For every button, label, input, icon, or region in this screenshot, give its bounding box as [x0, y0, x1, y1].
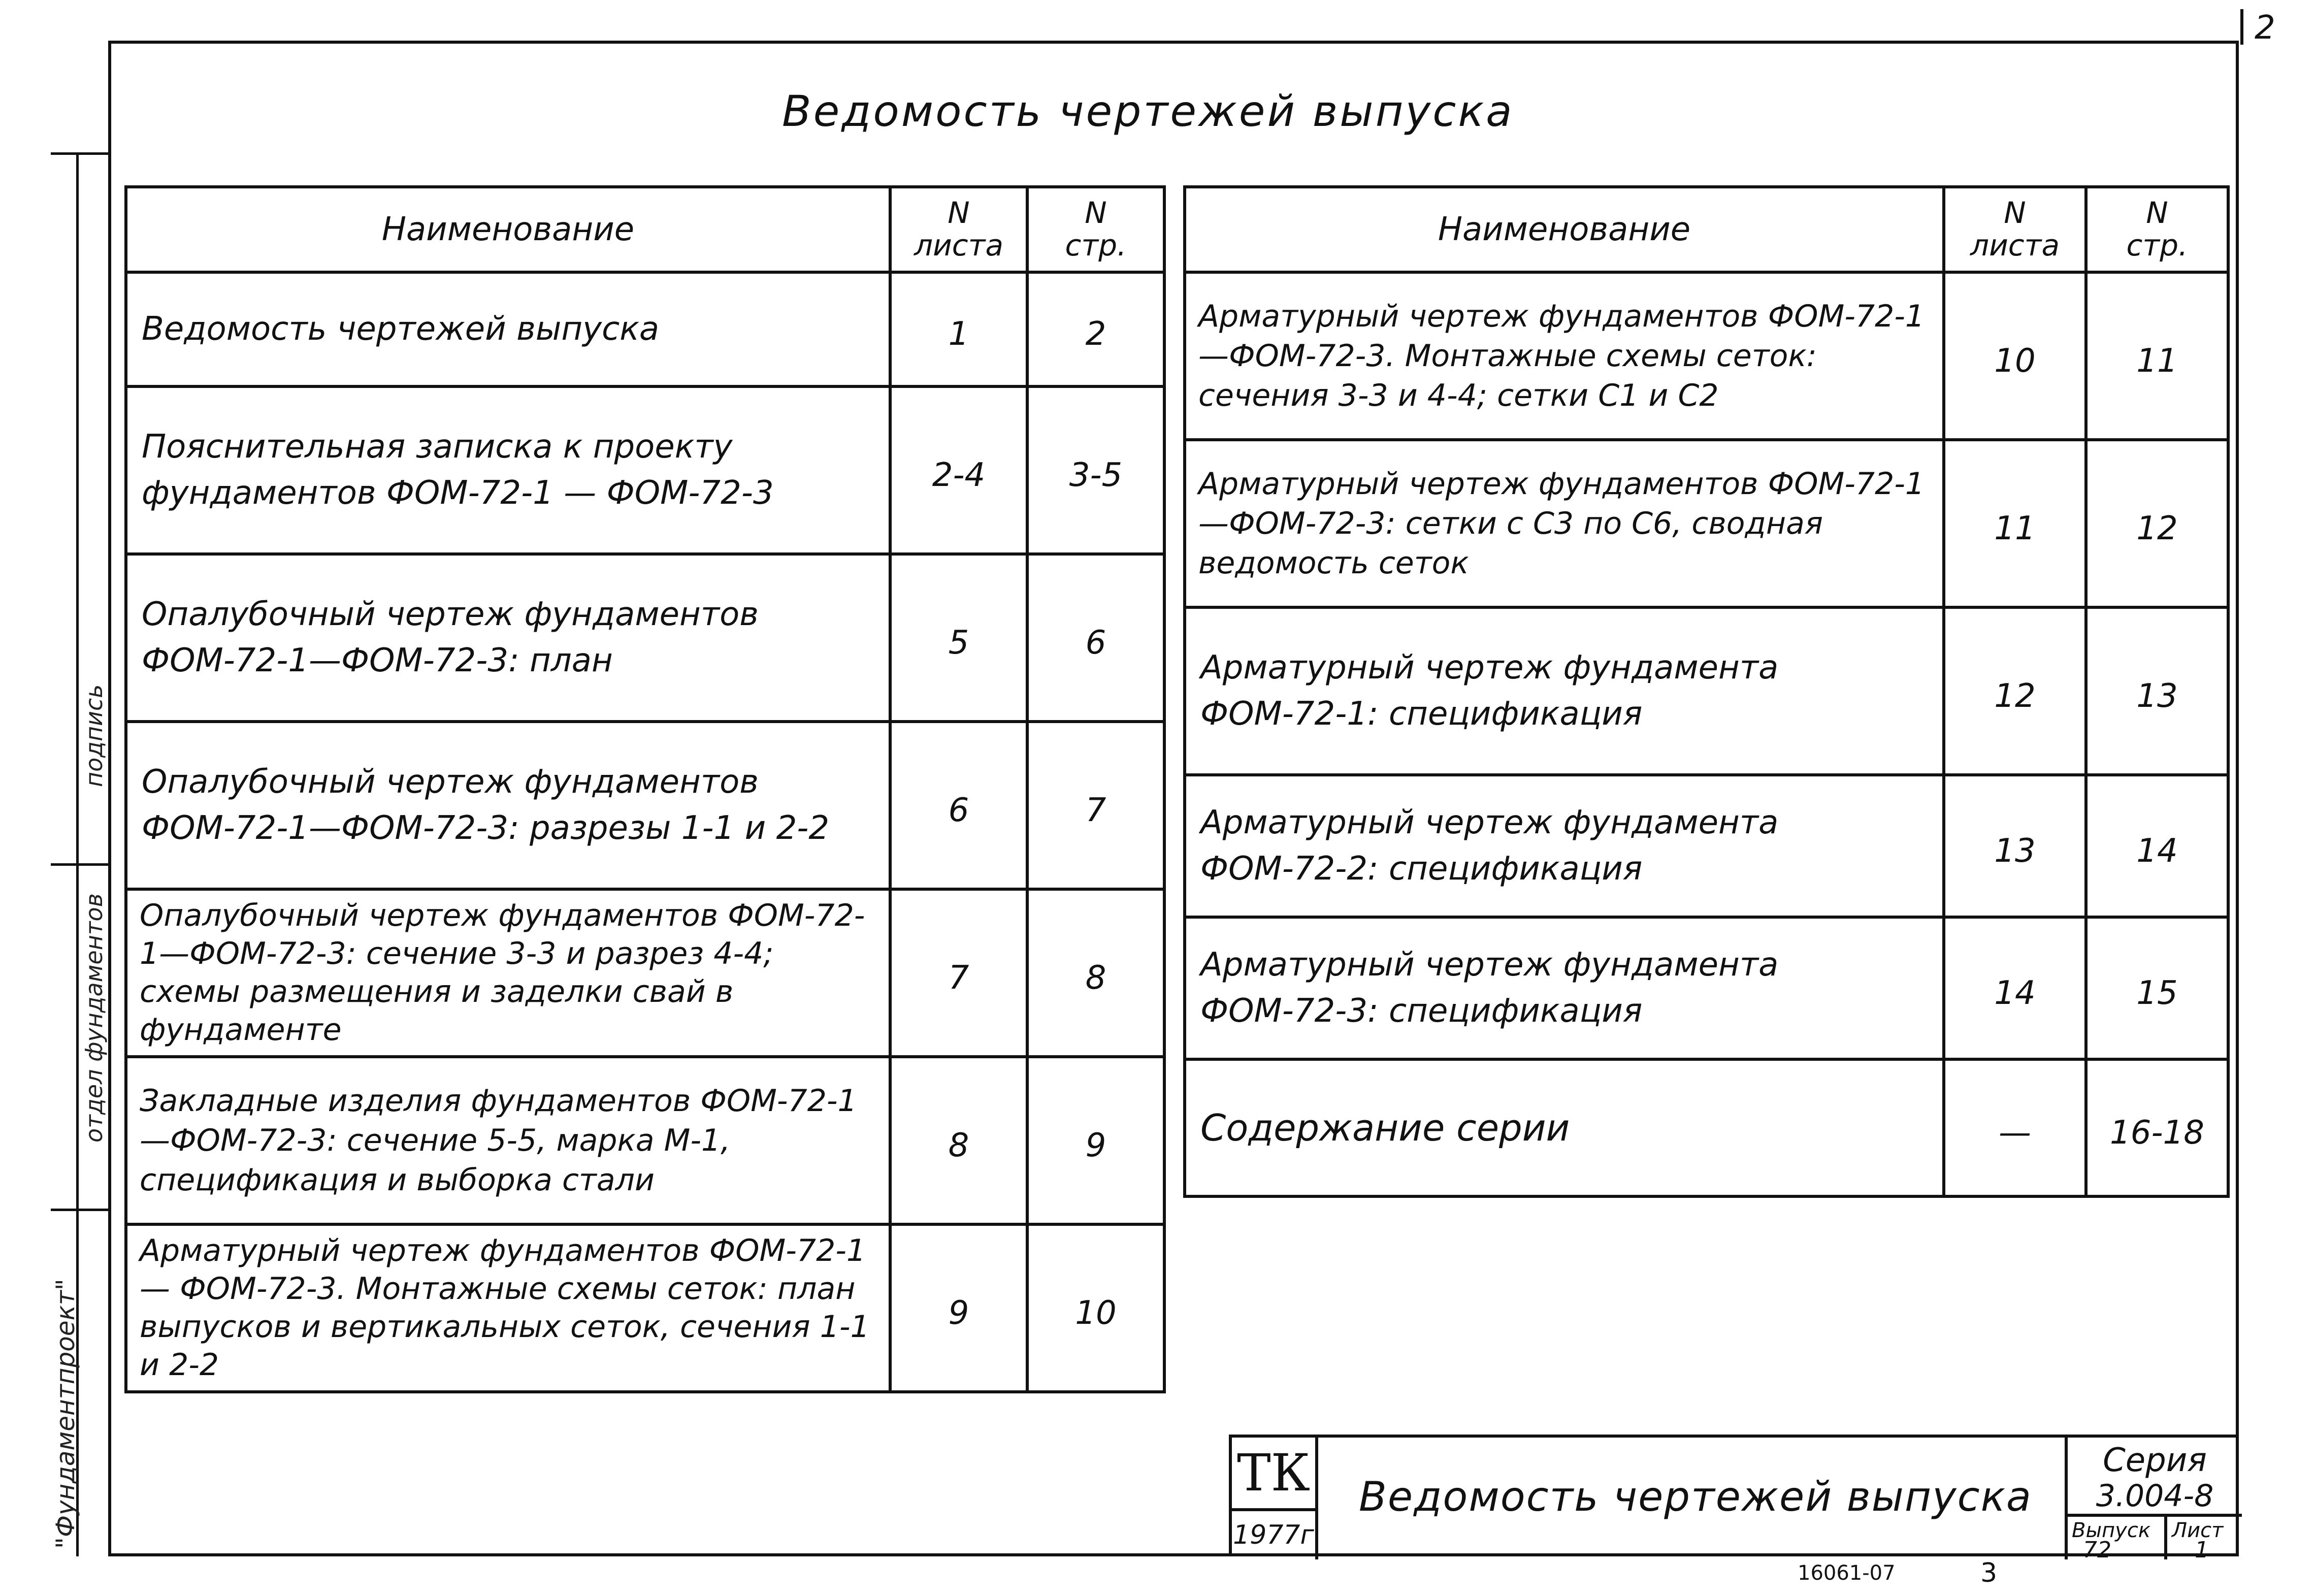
row-page: 6 [1027, 554, 1164, 722]
table-row [126, 722, 1164, 889]
table-row [1185, 917, 2228, 1059]
row-name: Опалубочный чертеж фундаментов ФОМ-72-1—ФОМ-72-3: сечение 3-3 и разрез 4-4; схемы размещения и заделки свай в фундаменте [126, 889, 890, 1057]
strip-divider [51, 863, 108, 866]
signature-vertical: подпись [80, 684, 108, 787]
table-row [126, 889, 1164, 1057]
footer-page-number: 3 [1980, 1558, 1998, 1588]
row-sheet: 2-4 [890, 386, 1027, 554]
series-number: 3.004-8 [2096, 1478, 2214, 1514]
row-sheet: 5 [890, 554, 1027, 722]
left-margin-strip [76, 152, 108, 1556]
table-row [1185, 607, 2228, 775]
table-row [126, 1224, 1164, 1392]
row-name: Пояснительная записка к проекту фундаментов ФОМ-72-1 — ФОМ-72-3 [126, 386, 890, 554]
row-sheet: 8 [890, 1057, 1027, 1224]
row-page: 16-18 [2086, 1059, 2228, 1196]
org-name-vertical: "Фундаментпроект" [51, 1279, 80, 1549]
series-label: Серия [2103, 1442, 2207, 1479]
header-page-no: N стр. [1027, 187, 1164, 272]
left-drawings-table [124, 185, 1166, 1393]
corner-page-number: 2 [2240, 9, 2301, 45]
row-name: Ведомость чертежей выпуска [126, 272, 890, 386]
row-sheet: 9 [890, 1224, 1027, 1392]
row-page: 14 [2086, 775, 2228, 917]
table-row [1185, 775, 2228, 917]
title-block-stamp [1229, 1435, 2239, 1563]
row-name: Содержание серии [1185, 1059, 1944, 1196]
row-sheet: 12 [1944, 607, 2086, 775]
row-page: 13 [2086, 607, 2228, 775]
row-page: 15 [2086, 917, 2228, 1059]
table-row [1185, 440, 2228, 607]
row-sheet: 14 [1944, 917, 2086, 1059]
header-sheet-no: N листа [890, 187, 1027, 272]
table-row [1185, 1059, 2228, 1196]
row-page: 7 [1027, 722, 1164, 889]
row-page: 11 [2086, 272, 2228, 440]
row-page: 3-5 [1027, 386, 1164, 554]
row-name: Арматурный чертеж фундамента ФОМ-72-1: спецификация [1185, 607, 1944, 775]
stamp-year: 1977г [1232, 1511, 1318, 1559]
sheet-label: Лист [2172, 1519, 2224, 1542]
issue-divider [2164, 1517, 2167, 1559]
header-name: Наименование [1185, 187, 1944, 272]
row-page: 8 [1027, 889, 1164, 1057]
row-sheet: 1 [890, 272, 1027, 386]
row-name: Закладные изделия фундаментов ФОМ-72-1—ФОМ-72-3: сечение 5-5, марка М-1, спецификация и выборка стали [126, 1057, 890, 1224]
tk-logo: ТК [1232, 1438, 1318, 1511]
table-header-row [126, 187, 1164, 272]
table-row [126, 386, 1164, 554]
table-header-row [1185, 187, 2228, 272]
stamp-title: Ведомость чертежей выпуска [1359, 1473, 2032, 1520]
issue-label: Выпуск [2072, 1519, 2150, 1542]
row-sheet: 7 [890, 889, 1027, 1057]
row-page: 10 [1027, 1224, 1164, 1392]
row-sheet: 10 [1944, 272, 2086, 440]
header-page-no: N стр. [2086, 187, 2228, 272]
header-sheet-no: N листа [1944, 187, 2086, 272]
issue-value: 72 [2083, 1537, 2111, 1563]
row-name: Арматурный чертеж фундаментов ФОМ-72-1—ФОМ-72-3: сетки с С3 по С6, сводная ведомость сеток [1185, 440, 1944, 607]
row-page: 9 [1027, 1057, 1164, 1224]
series-divider [2068, 1514, 2242, 1517]
row-name: Арматурный чертеж фундаментов ФОМ-72-1 — ФОМ-72-3. Монтажные схемы сеток: план выпусков и вертикальных сеток, сечения 1-1 и 2-2 [126, 1224, 890, 1392]
row-page: 2 [1027, 272, 1164, 386]
sheet-value: 1 [2195, 1537, 2209, 1563]
table-row [126, 1057, 1164, 1224]
strip-divider [51, 152, 108, 155]
table-row [126, 554, 1164, 722]
row-name: Арматурный чертеж фундамента ФОМ-72-2: спецификация [1185, 775, 1944, 917]
row-name: Арматурный чертеж фундамента ФОМ-72-3: спецификация [1185, 917, 1944, 1059]
table-row [126, 272, 1164, 386]
page-title: Ведомость чертежей выпуска [782, 86, 1514, 136]
series-box [2065, 1438, 2242, 1563]
row-sheet: — [1944, 1059, 2086, 1196]
header-name: Наименование [126, 187, 890, 272]
table-row [1185, 272, 2228, 440]
row-sheet: 6 [890, 722, 1027, 889]
dept-vertical: отдел фундаментов [80, 893, 108, 1143]
row-name: Опалубочный чертеж фундаментов ФОМ-72-1—ФОМ-72-3: план [126, 554, 890, 722]
footer-code: 16061-07 [1798, 1561, 1896, 1585]
strip-divider [51, 1209, 108, 1211]
row-sheet: 13 [1944, 775, 2086, 917]
row-name: Опалубочный чертеж фундаментов ФОМ-72-1—ФОМ-72-3: разрезы 1-1 и 2-2 [126, 722, 890, 889]
row-sheet: 11 [1944, 440, 2086, 607]
right-drawings-table [1183, 185, 2230, 1198]
row-name: Арматурный чертеж фундаментов ФОМ-72-1—ФОМ-72-3. Монтажные схемы сеток: сечения 3-3 и 4-4; сетки С1 и С2 [1185, 272, 1944, 440]
row-page: 12 [2086, 440, 2228, 607]
